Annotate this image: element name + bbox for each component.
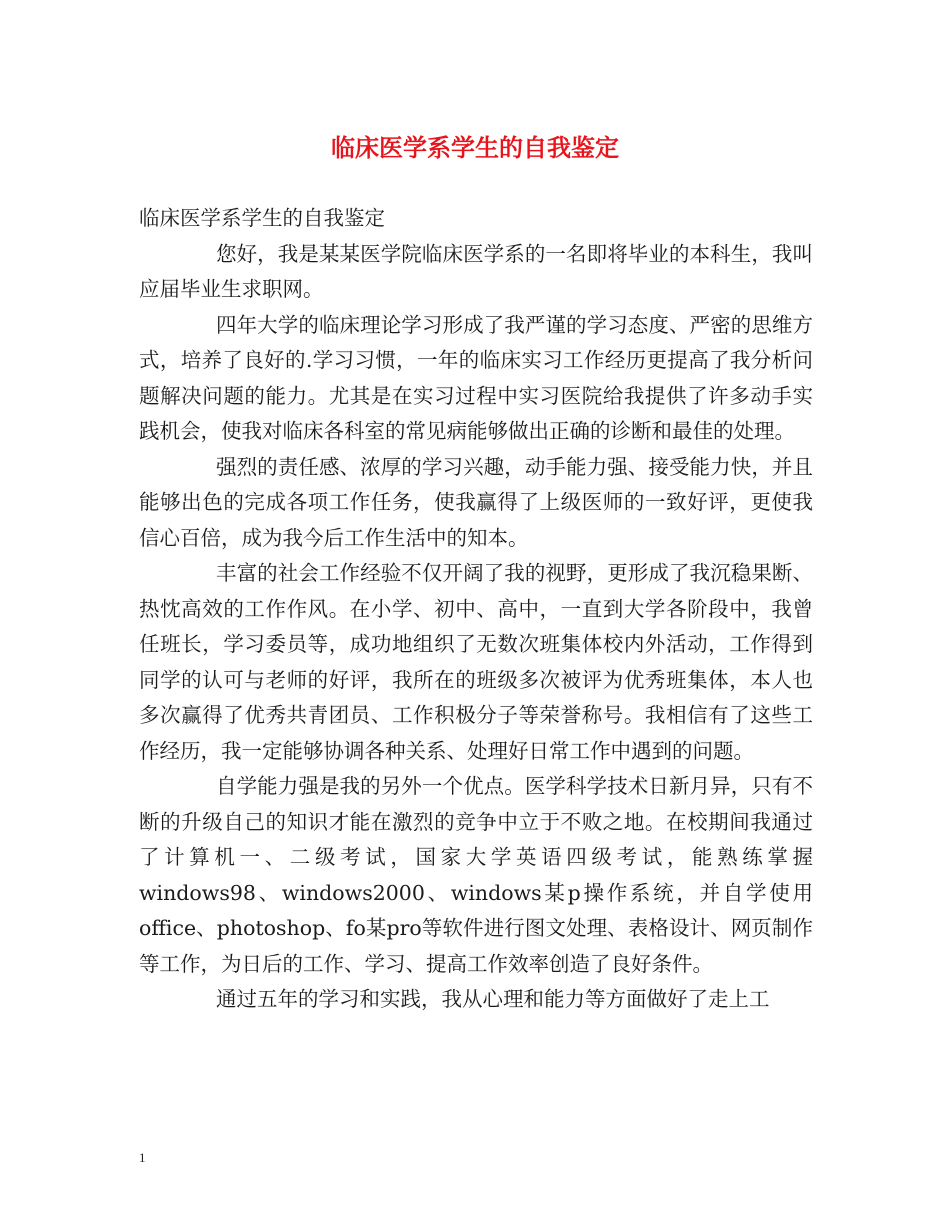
paragraph-1: 您好，我是某某医学院临床医学系的一名即将毕业的本科生，我叫应届毕业生求职网。 [139,241,813,301]
page-number: 1 [139,1150,146,1165]
paragraph-6: 通过五年的学习和实践，我从心理和能力等方面做好了走上工 [216,987,770,1011]
document-title: 临床医学系学生的自我鉴定 [331,133,619,162]
body-heading: 临床医学系学生的自我鉴定 [139,206,385,230]
paragraph-4: 丰富的社会工作经验不仅开阔了我的视野，更形成了我沉稳果断、热忱高效的工作作风。在小学、初中、高中，一直到大学各阶段中，我曾任班长，学习委员等，成功地组织了无数次班集体校内外活动，工作得到同学的认可与老师的好评，我所在的班级多次被评为优秀班集体，本人也多次赢得了优秀共青团员、工作积极分子等荣誉称号。我相信有了这些工作经历，我一定能够协调各种关系、处理好日常工作中遇到的问题。 [139,561,813,763]
document-body [139,201,813,1018]
paragraph-3: 强烈的责任感、浓厚的学习兴趣，动手能力强、接受能力快，并且能够出色的完成各项工作任务，使我赢得了上级医师的一致好评，更使我信心百倍，成为我今后工作生活中的知本。 [139,454,813,550]
paragraph-2: 四年大学的临床理论学习形成了我严谨的学习态度、严密的思维方式，培养了良好的.学习习惯，一年的临床实习工作经历更提高了我分析问题解决问题的能力。尤其是在实习过程中实习医院给我提供了许多动手实践机会，使我对临床各科室的常见病能够做出正确的诊断和最佳的处理。 [139,312,813,443]
paragraph-5: 自学能力强是我的另外一个优点。医学科学技术日新月异，只有不断的升级自己的知识才能在激烈的竞争中立于不败之地。在校期间我通过了计算机一、二级考试，国家大学英语四级考试，能熟练掌握windows98、windows2000、windows某p操作系统，并自学使用office、photoshop、fo某pro等软件进行图文处理、表格设计、网页制作等工作，为日后的工作、学习、提高工作效率创造了良好条件。 [139,774,813,976]
